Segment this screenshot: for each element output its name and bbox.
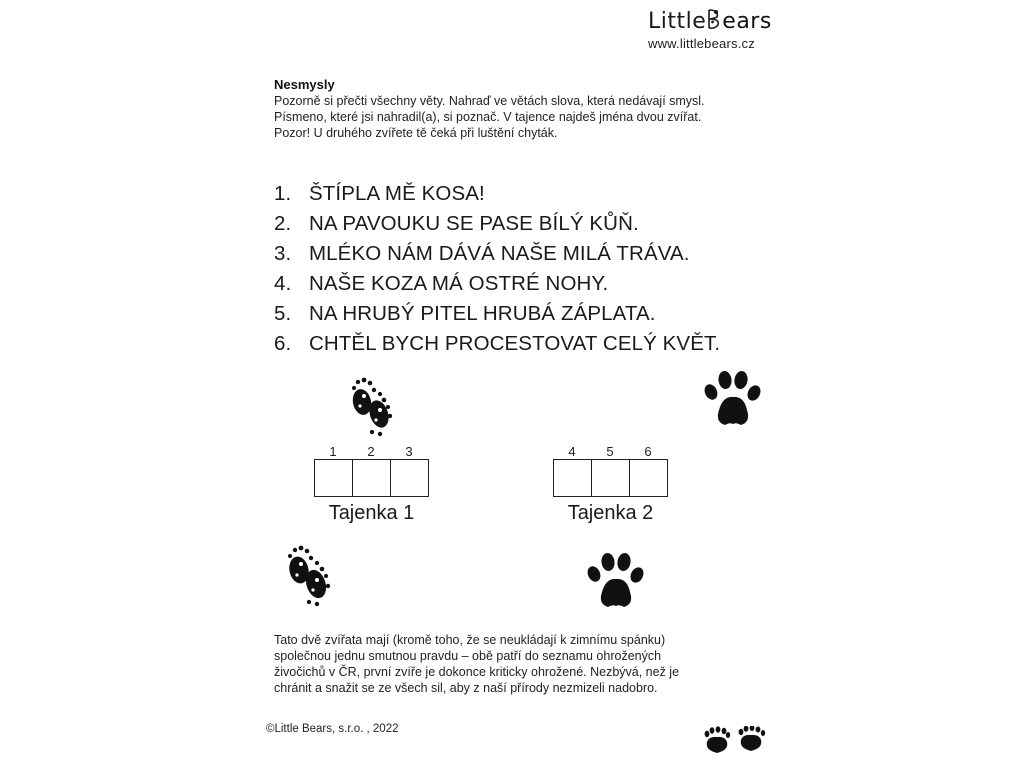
digit-labels [553, 444, 669, 460]
answer-boxes [553, 459, 668, 497]
sentence-item [274, 299, 794, 329]
sentence-list [274, 179, 794, 359]
bear-logo-icon [707, 8, 721, 30]
answer-box[interactable] [629, 459, 668, 497]
sentence-text: NA HRUBÝ PITEL HRUBÁ ZÁPLATA. [309, 302, 656, 325]
sentence-text: CHTĚL BYCH PROCESTOVAT CELÝ KVĚT. [309, 332, 721, 355]
hoofprint-icon [282, 542, 336, 608]
instruction-line: Písmeno, které jsi nahradil(a), si poznač. V tajence najdeš jména dvou zvířat. [274, 110, 702, 124]
brand-name [648, 8, 778, 34]
answer-box[interactable] [390, 459, 429, 497]
closing-line: chránit a snažit se ze všech sil, aby z naší přírody nezmizeli nadobro. [274, 681, 658, 695]
pawprint-icon [701, 370, 763, 432]
digit-label: 3 [405, 444, 413, 459]
brand-url[interactable]: www.littlebears.cz [648, 36, 755, 51]
digit-label: 1 [329, 444, 337, 459]
sentence-text: ŠTÍPLA MĚ KOSA! [309, 182, 485, 205]
digit-label: 6 [644, 444, 652, 459]
instructions [274, 77, 774, 141]
sentence-number: 5. [274, 302, 292, 325]
digit-label: 5 [606, 444, 614, 459]
sentence-item [274, 179, 794, 209]
puzzle-tajenka-1 [314, 444, 430, 534]
puzzle-label: Tajenka 1 [328, 502, 415, 524]
sentence-number: 1. [274, 182, 292, 205]
brand-name-part2: ears [722, 9, 772, 34]
puzzle-label: Tajenka 2 [567, 502, 654, 524]
digit-label: 2 [367, 444, 375, 459]
sentence-text: NAŠE KOZA MÁ OSTRÉ NOHY. [309, 272, 609, 295]
answer-box[interactable] [314, 459, 353, 497]
puzzle-tajenka-2 [553, 444, 669, 534]
digit-labels [314, 444, 430, 460]
sentence-number: 2. [274, 212, 292, 235]
sentence-item [274, 329, 794, 359]
sentence-number: 6. [274, 332, 292, 355]
answer-box[interactable] [352, 459, 391, 497]
closing-line: Tato dvě zvířata mají (kromě toho, že se neukládají k zimnímu spánku) [274, 633, 666, 647]
sentence-text: MLÉKO NÁM DÁVÁ NAŠE MILÁ TRÁVA. [309, 242, 690, 265]
sentence-number: 3. [274, 242, 292, 265]
brand-header [648, 8, 778, 51]
sentence-number: 4. [274, 272, 292, 295]
instruction-line: Pozor! U druhého zvířete tě čeká při luštění chyták. [274, 126, 558, 140]
answer-boxes [314, 459, 429, 497]
pawprint-icon [584, 552, 646, 614]
digit-label: 4 [568, 444, 576, 459]
closing-line: společnou jednu smutnou pravdu – obě patří do seznamu ohrožených [274, 649, 662, 663]
sentence-item [274, 209, 794, 239]
hoofprint-icon [346, 374, 398, 438]
copyright-notice: ©Little Bears, s.r.o. , 2022 [266, 723, 399, 735]
brand-name-part1: Little [648, 9, 707, 34]
closing-paragraph [274, 632, 754, 696]
sentence-text: NA PAVOUKU SE PASE BÍLÝ KŮŇ. [309, 212, 639, 235]
bear-paw-icon [703, 726, 767, 756]
sentence-item [274, 269, 794, 299]
closing-line: živočichů v ČR, první zvíře je dokonce kriticky ohrožené. Nezbývá, než je [274, 665, 680, 679]
worksheet-title: Nesmysly [274, 77, 335, 92]
instruction-line: Pozorně si přečti všechny věty. Nahraď ve větách slova, která nedávají smysl. [274, 94, 705, 108]
answer-box[interactable] [553, 459, 592, 497]
sentence-item [274, 239, 794, 269]
answer-box[interactable] [591, 459, 630, 497]
